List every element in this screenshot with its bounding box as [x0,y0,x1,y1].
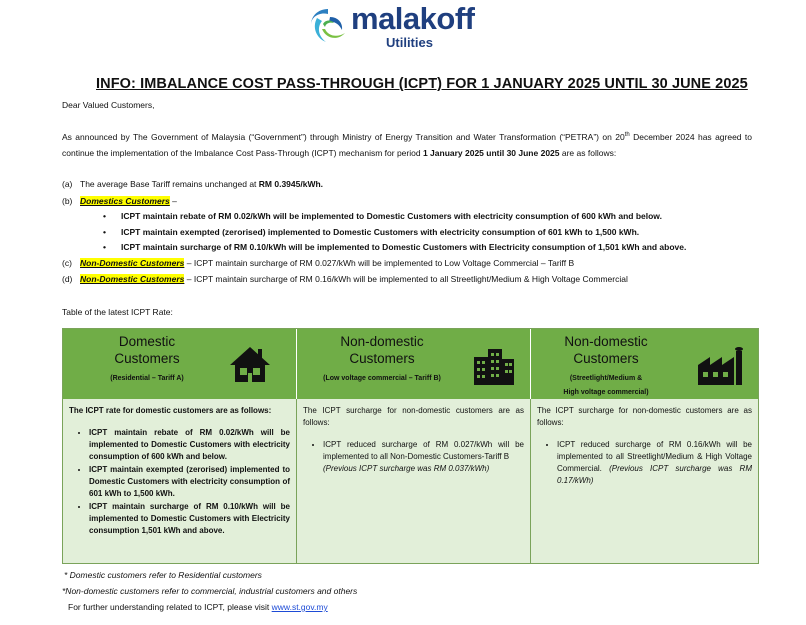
st-website-link[interactable]: www.st.gov.my [271,602,328,612]
cell-domestic-bullet: • ICPT maintain exempted (zerorised) implemented to Domestic Customers with electricity consumption of 601 kWh to 1,500 kWh. [89,464,290,500]
item-d: Non-Domestic Customers – ICPT maintain surcharge of RM 0.16/kWh will be implemented to all Streetlight/Medium & High Voltage Commercial [80,274,628,284]
header-high-voltage [531,329,758,399]
header-low-voltage [297,329,531,399]
cell-domestic [63,399,297,563]
table-caption: Table of the latest ICPT Rate: [62,307,173,317]
logo-name: malakoff [351,1,475,36]
cell-domestic-bullet: • ICPT maintain surcharge of RM 0.10/kWh will be implemented to Domestic Customers with Electricity consumption 1,501 kWh and above. [89,501,290,537]
item-c-marker: (c) [62,258,72,268]
header-domestic-sub: (Residential – Tariff A) [110,375,184,382]
malakoff-swirl-icon [308,5,348,47]
page-title: INFO: IMBALANCE COST PASS-THROUGH (ICPT) FOR 1 JANUARY 2025 UNTIL 30 JUNE 2025 [96,76,748,92]
cell-low-voltage-bullet: • ICPT reduced surcharge of RM 0.027/kWh will be implemented to all Non-Domestic Customers-Tariff B (Previous ICPT surcharge was RM 0.037/kWh) [323,439,524,475]
item-a: The average Base Tariff remains unchanged at RM 0.3945/kWh. [80,179,324,189]
greeting: Dear Valued Customers, [62,100,155,110]
malakoff-logo [308,3,478,51]
house-icon [228,344,272,384]
cell-domestic-intro: The ICPT rate for domestic customers are as follows: [69,406,272,415]
factory-icon [696,347,746,387]
item-b-bullet: • ICPT maintain rebate of RM 0.02/kWh will be implemented to Domestic Customers with electricity consumption of 600 kWh and below. [121,211,662,221]
item-b: Domestics Customers – [80,196,177,206]
cell-high-voltage [531,399,758,563]
item-d-marker: (d) [62,274,73,284]
icpt-rate-table [62,328,759,564]
header-low-voltage-sub: (Low voltage commercial – Tariff B) [323,375,441,382]
footnote-non-domestic: *Non-domestic customers refer to commercial, industrial customers and others [62,586,358,596]
cell-high-voltage-bullet: • ICPT reduced surcharge of RM 0.16/kWh will be implemented to all Streetlight/Medium & High Voltage Commercial. (Previous ICPT surcharge was RM 0.17/kWh) [557,439,752,487]
cell-high-voltage-intro: The ICPT surcharge for non-domestic customers are as follows: [537,406,752,427]
buildings-icon [472,349,516,385]
footnote-visit: For further understanding related to ICPT, please visit www.st.gov.my [68,602,328,612]
cell-low-voltage-intro: The ICPT surcharge for non-domestic customers are as follows: [303,406,524,427]
cell-domestic-bullet: • ICPT maintain rebate of RM 0.02/kWh will be implemented to Domestic Customers with electricity consumption of 600 kWh and below. [89,427,290,463]
header-domestic-title: Domestic Customers [114,334,180,366]
logo-subtitle: Utilities [386,35,433,50]
header-low-voltage-title: Non-domestic Customers [340,334,424,366]
item-b-marker: (b) [62,196,73,206]
header-domestic [63,329,297,399]
footnote-domestic: * Domestic customers refer to Residential customers [64,570,262,580]
cell-low-voltage [297,399,531,563]
item-b-bullet: • ICPT maintain surcharge of RM 0.10/kWh will be implemented to Domestic Customers with Electricity consumption of 1,501 kWh and above. [121,242,686,252]
item-b-bullet: • ICPT maintain exempted (zerorised) implemented to Domestic Customers with electricity consumption of 601 kWh to 1,500 kWh. [121,227,639,237]
header-high-voltage-title: Non-domestic Customers [564,334,648,366]
item-c: Non-Domestic Customers – ICPT maintain surcharge of RM 0.027/kWh will be implemented to Low Voltage Commercial – Tariff B [80,258,575,268]
intro-paragraph: As announced by The Government of Malaysia (“Government”) through Ministry of Energy Transition and Water Transformation (“PETRA”) on 20th December 2024 has agreed to continue the implementation of the Imbalance Cost Pass-Through (ICPT) mechanism for period 1 January 2025 until 30 June 2025 are as follows: [62,131,753,159]
header-high-voltage-sub: (Streetlight/Medium & High voltage commercial) [563,375,649,396]
item-a-marker: (a) [62,179,73,189]
